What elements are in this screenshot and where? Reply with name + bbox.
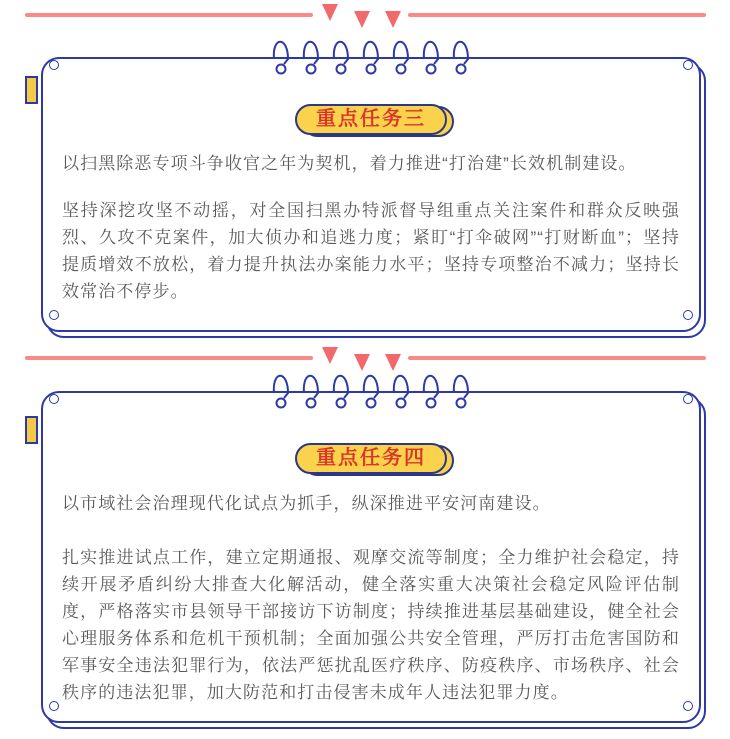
corner-ring-icon: [683, 701, 693, 711]
corner-ring-icon: [49, 701, 59, 711]
triangle-down-icon: [322, 4, 338, 21]
body-paragraph: 坚持深挖攻坚不动摇，对全国扫黑办特派督导组重点关注案件和群众反映强烈、久攻不克案件，加大侦办和追逃力度；紧盯“打伞破网”“打财断血”；坚持提质增效不放松，着力提升执法办案能力水平；坚持专项整治不减力；坚持长效常治不停步。: [62, 201, 680, 301]
triangle-down-icon: [354, 354, 370, 371]
triangle-down-icon: [322, 347, 338, 364]
bookmark-tab: [25, 416, 38, 444]
triangle-down-icon: [385, 354, 401, 371]
task-card-three: [41, 57, 701, 332]
corner-ring-icon: [49, 60, 59, 70]
triangle-down-icon: [354, 11, 370, 28]
badge-wrap: [295, 443, 447, 474]
spiral-binding-icon: [265, 372, 477, 412]
triangle-down-icon: [385, 11, 401, 28]
corner-ring-icon: [49, 394, 59, 404]
bookmark-tab: [25, 76, 38, 104]
task-card-four: [41, 391, 701, 723]
badge-wrap: [295, 104, 447, 135]
corner-ring-icon: [683, 394, 693, 404]
divider-line-right: [408, 356, 706, 360]
lead-paragraph: 以市域社会治理现代化试点为抓手，纵深推进平安河南建设。: [62, 494, 551, 513]
corner-ring-icon: [683, 310, 693, 320]
task-badge: 重点任务三: [295, 104, 447, 135]
section-divider-top: [0, 4, 730, 34]
body-paragraph: 扎实推进试点工作，建立定期通报、观摩交流等制度；全力维护社会稳定，持续开展矛盾纠纷大排查大化解活动，健全落实重大决策社会稳定风险评估制度，严格落实市县领导干部接访下访制度；持续推进基层基础建设，健全社会心理服务体系和危机干预机制；全面加强公共安全管理，严厉打击危害国防和军事安全违法犯罪行为，依法严惩扰乱医疗秩序、防疫秩序、市场秩序、社会秩序的违法犯罪，加大防范和打击侵害未成年人违法犯罪力度。: [62, 548, 680, 702]
lead-paragraph: 以扫黑除恶专项斗争收官之年为契机，着力推进“打治建”长效机制建设。: [62, 154, 637, 173]
task-badge: 重点任务四: [295, 443, 447, 474]
spiral-binding-icon: [265, 38, 477, 78]
corner-ring-icon: [49, 310, 59, 320]
divider-line-left: [25, 356, 313, 360]
divider-line-right: [408, 13, 706, 17]
divider-line-left: [25, 13, 313, 17]
corner-ring-icon: [683, 60, 693, 70]
